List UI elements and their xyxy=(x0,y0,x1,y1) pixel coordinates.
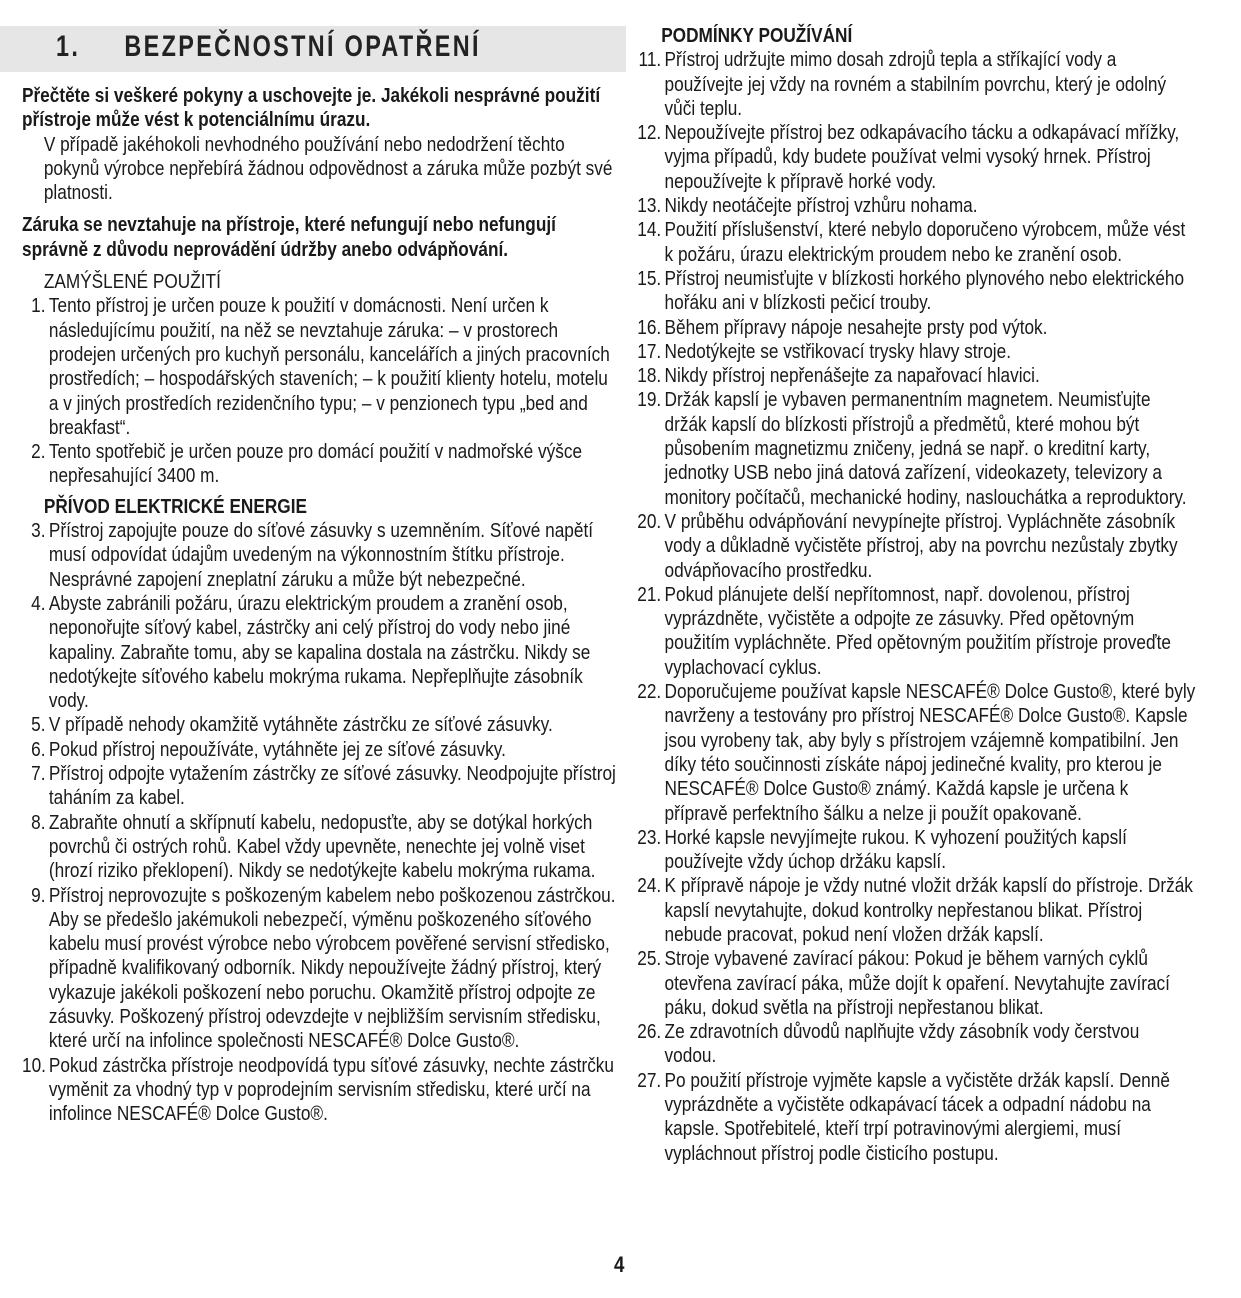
item-number: 4. xyxy=(31,591,46,615)
item-text: Abyste zabránili požáru, úrazu elektrickým proudem a zranění osob, neponořujte síťový kabel, zástrčky ani celý přístroj do vody nebo jiné kapaliny. Zabraňte tomu, aby se kapalina dostala na zástrčku. Nikdy se nedotýkejte síťového kabelu mokrýma rukama. Nepřeplňujte zásobník vody. xyxy=(48,591,591,713)
item-text: Tento spotřebič je určen pouze pro domácí použití v nadmořské výšce nepřesahující 3400 m. xyxy=(48,440,583,488)
list-item xyxy=(636,874,1196,947)
list-item xyxy=(636,121,1196,194)
list-item xyxy=(22,592,622,713)
list-item xyxy=(22,811,622,884)
item-text: Přístroj odpojte vytažením zástrčky ze síťové zásuvky. Neodpojujte přístroj taháním za kabel. xyxy=(48,762,616,810)
item-text: Pokud plánujete delší nepřítomnost, např. dovolenou, přístroj vyprázdněte, vyčistěte a odpojte ze zásuvky. Před opětovným použitím vypláchněte. Před opětovným použitím přístroje proveďte vyplachovací cyklus. xyxy=(664,582,1171,679)
item-number: 6. xyxy=(31,737,46,761)
item-text: Zabraňte ohnutí a skřípnutí kabelu, nedopusťte, aby se dotýkal horkých povrchů či ostrých rohů. Kabel vždy upevněte, nenechte jej volně viset (hrozí riziko překlopení). Nikdy se nedotýkejte kabelu mokrýma rukama. xyxy=(48,810,596,883)
list-item xyxy=(22,762,622,811)
intro-warning: Přečtěte si veškeré pokyny a uschovejte je. Jakékoli nesprávné použití přístroje může vést k potenciálnímu úrazu. xyxy=(22,84,601,132)
item-text: Nedotýkejte se vstřikovací trysky hlavy stroje. xyxy=(664,339,1011,363)
item-number: 26. xyxy=(637,1020,662,1044)
item-text: Pokud přístroj nepoužíváte, vytáhněte jej ze síťové zásuvky. xyxy=(48,737,506,761)
right-column-text xyxy=(636,24,1196,1166)
list-item xyxy=(636,583,1196,680)
item-text: Přístroj neumisťujte v blízkosti horkého plynového nebo elektrického hořáku ani v blízkosti pečicí trouby. xyxy=(664,266,1185,315)
heading-conditions: PODMÍNKY POUŽÍVÁNÍ xyxy=(661,24,853,47)
list-item xyxy=(636,1020,1196,1069)
item-number: 11. xyxy=(638,48,662,72)
item-number: 23. xyxy=(637,825,662,849)
list-item xyxy=(22,294,622,440)
item-number: 15. xyxy=(637,266,662,290)
heading-intended-use: ZAMÝŠLENÉ POUŽITÍ xyxy=(43,270,221,294)
item-number: 13. xyxy=(637,194,662,218)
item-number: 12. xyxy=(637,121,662,145)
left-column xyxy=(22,24,622,1126)
list-item xyxy=(636,48,1196,121)
list-item xyxy=(22,713,622,737)
intro-liability: V případě jakéhokoli nevhodného používání nebo nedodržení těchto pokynů výrobce nepřebírá žádnou odpovědnost a záruka může pozbýt své platnosti. xyxy=(43,132,613,205)
left-column-text xyxy=(22,84,622,1126)
item-number: 24. xyxy=(637,874,662,898)
list-item xyxy=(636,267,1196,316)
list-item xyxy=(636,947,1196,1020)
item-number: 17. xyxy=(637,339,662,363)
item-text: Tento přístroj je určen pouze k použití v domácnosti. Není určen k následujícímu použití, na něž se nevztahuje záruka: – v prostorech prodejen určených pro kuchyň personálu, kancelářích a jiných pracovních prostředích; – hospodářských staveních; – k použití klienty hotelu, motelu a v jiných prostředích rezidenčního typu; – v penzionech typu „bed and breakfast“. xyxy=(48,294,610,439)
heading-power: PŘÍVOD ELEKTRICKÉ ENERGIE xyxy=(43,494,307,518)
list-item xyxy=(636,218,1196,267)
section-number: 1. xyxy=(56,30,81,63)
item-number: 9. xyxy=(31,883,46,907)
section-title-text: BEZPEČNOSTNÍ OPATŘENÍ xyxy=(124,30,481,63)
list-item xyxy=(636,388,1196,509)
item-number: 5. xyxy=(31,713,46,737)
list-item xyxy=(636,680,1196,826)
list-item xyxy=(22,440,622,489)
list-item xyxy=(636,1069,1196,1166)
list-item xyxy=(636,194,1196,218)
item-text: Nikdy přístroj nepřenášejte za napařovací hlavici. xyxy=(664,364,1040,388)
item-text: Držák kapslí je vybaven permanentním magnetem. Neumisťujte držák kapslí do blízkosti přístrojů a předmětů, které mohou být působením magnetizmu zničeny, jedná se např. o kreditní karty, jednotky USB nebo jiná datová zařízení, videokazety, televizory a monitory počítačů, mechanické hodiny, naslouchátka a reproduktory. xyxy=(664,388,1187,509)
item-text: Přístroj zapojujte pouze do síťové zásuvky s uzemněním. Síťové napětí musí odpovídat údajům uvedeným na výkonnostním štítku přístroje. Nesprávné zapojení zneplatní záruku a může být nebezpečné. xyxy=(48,519,594,591)
item-text: Přístroj neprovozujte s poškozeným kabelem nebo poškozenou zástrčkou. Aby se předešlo jakémukoli nebezpečí, výměnu poškozeného síťového kabelu musí provést výrobce nebo výrobcem pověřené servisní středisko, případně kvalifikovaný odborník. Nikdy nepoužívejte žádný přístroj, který vykazuje jakékoli poškození nebo poruchu. Okamžitě přístroj odpojte ze zásuvky. Poškozený přístroj odevzdejte v nejbližším servisním středisku, které určí na infolince společnosti NESCAFÉ® Dolce Gusto®. xyxy=(48,883,616,1053)
item-text: K přípravě nápoje je vždy nutné vložit držák kapslí do přístroje. Držák kapslí nevytahujte, dokud kontrolky nepřestanou blikat. Přístroj nebude pracovat, pokud není vložen držák kapslí. xyxy=(664,874,1193,946)
item-number: 18. xyxy=(637,364,662,388)
item-number: 14. xyxy=(637,218,662,242)
item-text: Nikdy neotáčejte přístroj vzhůru nohama. xyxy=(664,194,978,218)
page-number: 4 xyxy=(614,1252,625,1277)
item-number: 10. xyxy=(22,1053,46,1077)
item-number: 25. xyxy=(637,947,662,971)
item-text: V průběhu odvápňování nevypínejte přístroj. Vypláchněte zásobník vody a důkladně vyčistěte přístroj, aby na povrchu nezůstaly zbytky odvápňovacího prostředku. xyxy=(664,509,1178,582)
item-number: 7. xyxy=(31,762,46,786)
list-item xyxy=(22,519,622,592)
item-number: 20. xyxy=(637,509,662,533)
item-number: 19. xyxy=(637,388,662,412)
item-text: Pokud zástrčka přístroje neodpovídá typu síťové zásuvky, nechte zástrčku vyměnit za vhodný typ v poprodejním servisním středisku, které určí na infolince NESCAFÉ® Dolce Gusto®. xyxy=(48,1053,615,1126)
item-text: Nepoužívejte přístroj bez odkapávacího tácku a odkapávací mřížky, vyjma případů, kdy budete používat velmi vysoký hrnek. Přístroj nepoužívejte k přípravě horké vody. xyxy=(664,121,1180,193)
list-item xyxy=(636,510,1196,583)
intro-warranty: Záruka se nevztahuje na přístroje, které nefungují nebo nefungují správně z důvodu neprovádění údržby anebo odvápňování. xyxy=(22,213,556,261)
item-text: Stroje vybavené zavírací pákou: Pokud je během varných cyklů otevřena zavírací páka, může dojít k opaření. Nevytahujte zavírací páku, dokud světla na přístroji nepřestanou blikat. xyxy=(664,947,1170,1019)
list-item xyxy=(22,884,622,1054)
item-text: Horké kapsle nevyjímejte rukou. K vyhození použitých kapslí používejte vždy úchop držáku kapslí. xyxy=(664,825,1127,874)
item-text: Doporučujeme používat kapsle NESCAFÉ® Dolce Gusto®, které byly navrženy a testovány pro přístroj NESCAFÉ® Dolce Gusto®. Kapsle jsou vyrobeny tak, aby byly s přístrojem vzájemně kompatibilní. Jen díky této součinnosti získáte nápoj jedinečné kvality, pro kterou je NESCAFÉ® Dolce Gusto® známý. Každá kapsle je určena k přípravě perfektního šálku a nelze ji použít opakovaně. xyxy=(664,680,1196,825)
right-column xyxy=(636,24,1196,1166)
list-item xyxy=(636,316,1196,340)
item-number: 1. xyxy=(31,294,46,318)
list-item xyxy=(636,826,1196,875)
list-item xyxy=(636,364,1196,388)
item-number: 21. xyxy=(637,582,662,606)
item-text: V případě nehody okamžitě vytáhněte zástrčku ze síťové zásuvky. xyxy=(48,713,553,737)
item-text: Během přípravy nápoje nesahejte prsty pod výtok. xyxy=(664,315,1048,339)
list-item xyxy=(636,340,1196,364)
item-number: 8. xyxy=(31,810,46,834)
item-text: Po použití přístroje vyjměte kapsle a vyčistěte držák kapslí. Denně vyprázdněte a vyčistěte odkapávací tácek a odpadní nádobu na kapsle. Spotřebitelé, kteří trpí potravinovými alergiemi, musí vypláchnout přístroj podle čisticího postupu. xyxy=(664,1068,1170,1165)
item-number: 16. xyxy=(637,315,662,339)
item-text: Ze zdravotních důvodů naplňujte vždy zásobník vody čerstvou vodou. xyxy=(664,1020,1140,1068)
item-text: Použití příslušenství, které nebylo doporučeno výrobcem, může vést k požáru, úrazu elektrickým proudem nebo ke zranění osob. xyxy=(664,218,1186,266)
item-number: 2. xyxy=(31,440,46,464)
item-number: 27. xyxy=(637,1068,662,1092)
list-item xyxy=(22,1054,622,1127)
item-number: 3. xyxy=(31,519,46,543)
item-text: Přístroj udržujte mimo dosah zdrojů tepla a stříkající vody a používejte jej vždy na rovném a stabilním povrchu, který je odolný vůči teplu. xyxy=(664,48,1167,120)
list-item xyxy=(22,738,622,762)
item-number: 22. xyxy=(637,680,662,704)
